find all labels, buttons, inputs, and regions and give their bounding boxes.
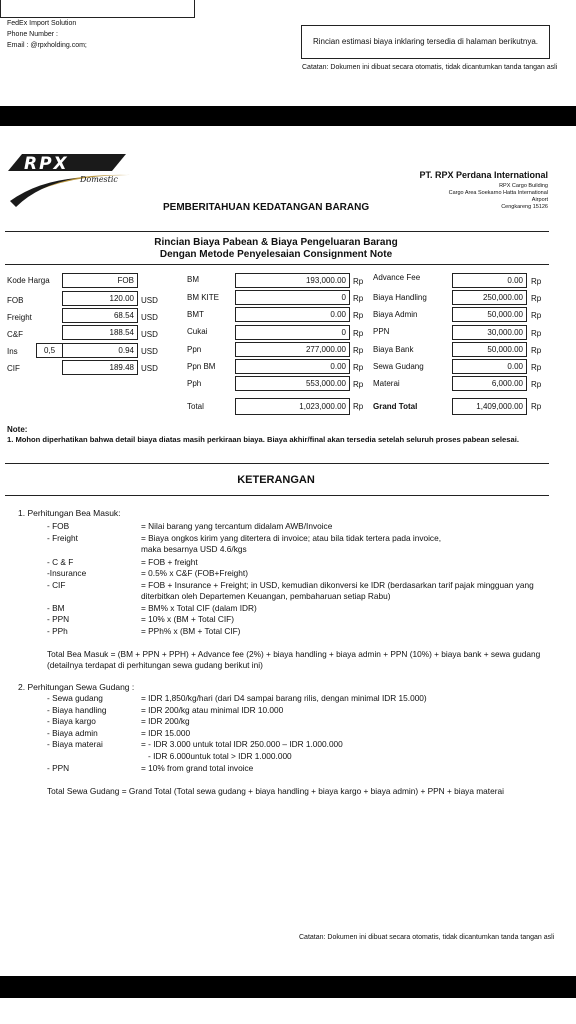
- s1-value: diterbitkan oleh Departemen Keuangan, pembaharuan setiap Rabu): [141, 591, 391, 601]
- s1-key: -Insurance: [47, 568, 87, 578]
- s2-value: = - IDR 3.000 untuk total IDR 250.000 – IDR 1.000.000: [141, 739, 343, 749]
- cukai-unit: Rp: [353, 329, 364, 338]
- notice-box: [301, 25, 550, 59]
- ins-rate: 0,5: [36, 343, 63, 358]
- bm-kite-value: 0: [235, 290, 350, 305]
- top-empty-box: [0, 0, 195, 18]
- subtitle-rule: [5, 264, 549, 265]
- section2-title: 2. Perhitungan Sewa Gudang :: [18, 682, 135, 692]
- s2-value: - IDR 6.000untuk total > IDR 1.000.000: [148, 751, 292, 761]
- bmt-label: BMT: [187, 310, 204, 319]
- s1-value: = FOB + Insurance + Freight; in USD, kemudian dikonversi ke IDR (berdasarkan tarif pajak mingguan yang: [141, 580, 534, 590]
- keterangan-title: KETERANGAN: [237, 474, 315, 486]
- subtitle-2: Dengan Metode Penyelesaian Consignment Note: [159, 249, 393, 260]
- ins-label: Ins: [7, 347, 18, 356]
- pph-label: Pph: [187, 379, 202, 388]
- biaya-admin-unit: Rp: [531, 311, 542, 320]
- biaya-handling-unit: Rp: [531, 294, 542, 303]
- ppn-value: 277,000.00: [235, 342, 350, 357]
- bmt-unit: Rp: [353, 311, 364, 320]
- grand-total-label: Grand Total: [373, 402, 418, 411]
- email-label: Email : @rpxholding.com;: [7, 42, 87, 49]
- biaya-admin-label: Biaya Admin: [373, 310, 418, 319]
- doc-title: PEMBERITAHUAN KEDATANGAN BARANG: [163, 202, 370, 213]
- s2-key: - Sewa gudang: [47, 693, 103, 703]
- cukai-value: 0: [235, 325, 350, 340]
- cf-unit: USD: [141, 330, 158, 339]
- header-rule: [5, 231, 549, 232]
- address-line: Cargo Area Soekarno Hatta International: [448, 190, 548, 196]
- sewa-gudang-value: 0.00: [452, 359, 527, 374]
- s2-total: Total Sewa Gudang = Grand Total (Total sewa gudang + biaya handling + biaya kargo + biaya admin) + PPN + biaya materai: [47, 786, 504, 796]
- advance-fee-label: Advance Fee: [373, 273, 421, 282]
- freight-label: Freight: [7, 313, 32, 322]
- ins-value: 0.94: [62, 343, 138, 358]
- address-line: Cengkareng 15126: [501, 204, 548, 210]
- s1-key: - PPh: [47, 626, 68, 636]
- note-rule: [5, 463, 549, 464]
- s2-key: - Biaya kargo: [47, 716, 96, 726]
- s1-total-line2: (detailnya terdapat di perhitungan sewa gudang berikut ini): [47, 660, 263, 670]
- biaya-bank-value: 50,000.00: [452, 342, 527, 357]
- materai-value: 6,000.00: [452, 376, 527, 391]
- sewa-gudang-unit: Rp: [531, 363, 542, 372]
- top-catatan: Catatan: Dokumen ini dibuat secara otomatis, tidak dicantumkan tanda tangan asli: [302, 64, 558, 71]
- total-label: Total: [187, 402, 204, 411]
- grand-total-unit: Rp: [531, 402, 542, 411]
- address-block: [449, 183, 548, 211]
- biaya-admin-value: 50,000.00: [452, 307, 527, 322]
- pph-unit: Rp: [353, 380, 364, 389]
- ppn-bm-value: 0.00: [235, 359, 350, 374]
- kode-harga-value: FOB: [62, 273, 138, 288]
- kode-harga-label: Kode Harga: [7, 276, 50, 285]
- ppn-label: Ppn: [187, 345, 202, 354]
- s1-key: - C & F: [47, 557, 74, 567]
- s1-key: - PPN: [47, 614, 70, 624]
- s1-value: maka besarnya USD 4.6/kgs: [141, 544, 247, 554]
- s1-total-line1: Total Bea Masuk = (BM + PPN + PPH) + Advance fee (2%) + biaya handling + biaya admin + PPN (10%) + biaya bank + sewa gudang: [47, 649, 541, 659]
- cf-value: 188.54: [62, 325, 138, 340]
- total-unit: Rp: [353, 402, 364, 411]
- materai-unit: Rp: [531, 380, 542, 389]
- logo-text: RPX: [24, 154, 69, 174]
- ppn3-unit: Rp: [531, 329, 542, 338]
- s1-value: = PPh% x (BM + Total CIF): [141, 626, 241, 636]
- s2-key: - PPN: [47, 763, 70, 773]
- bm-label: BM: [187, 275, 199, 284]
- fob-value: 120.00: [62, 291, 138, 306]
- s1-value: = BM% x Total CIF (dalam IDR): [141, 603, 257, 613]
- advance-fee-value: 0.00: [452, 273, 527, 288]
- subtitle-1: Rincian Biaya Pabean & Biaya Pengeluaran Barang: [154, 237, 398, 248]
- biaya-bank-label: Biaya Bank: [373, 345, 414, 354]
- s1-value: = 0.5% x C&F (FOB+Freight): [141, 568, 248, 578]
- pph-value: 553,000.00: [235, 376, 350, 391]
- s1-key: - Freight: [47, 533, 78, 543]
- sewa-gudang-label: Sewa Gudang: [373, 362, 424, 371]
- logo-sub-text: Domestic: [80, 175, 118, 184]
- freight-value: 68.54: [62, 308, 138, 323]
- phone-label: Phone Number :: [7, 31, 58, 38]
- page-divider-bottom: [0, 976, 576, 998]
- advance-fee-unit: Rp: [531, 277, 542, 286]
- fob-label: FOB: [7, 296, 24, 305]
- s1-key: - FOB: [47, 521, 70, 531]
- s2-key: - Biaya admin: [47, 728, 98, 738]
- note-text: 1. Mohon diperhatikan bahwa detail biaya diatas masih perkiraan biaya. Biaya akhir/final akan tersedia setelah seluruh proses pabean selesai.: [7, 435, 519, 444]
- s2-value: = IDR 200/kg: [141, 716, 190, 726]
- fob-unit: USD: [141, 296, 158, 305]
- bm-kite-label: BM KITE: [187, 293, 220, 302]
- company-name: PT. RPX Perdana International: [419, 170, 548, 180]
- bm-value: 193,000.00: [235, 273, 350, 288]
- ppn3-label: PPN: [373, 327, 390, 336]
- s2-value: = IDR 15.000: [141, 728, 191, 738]
- ppn-bm-unit: Rp: [353, 363, 364, 372]
- footer-catatan: Catatan: Dokumen ini dibuat secara otomatis, tidak dicantumkan tanda tangan asli: [299, 934, 555, 941]
- page-divider-top: [0, 106, 576, 126]
- s1-value: = Biaya ongkos kirim yang ditertera di invoice; atau bila tidak tertera pada invoice,: [141, 533, 442, 543]
- note-title: Note:: [7, 425, 28, 434]
- grand-total-value: 1,409,000.00: [452, 398, 527, 415]
- address-line: RPX Cargo Building: [499, 183, 548, 189]
- s2-key: - Biaya materai: [47, 739, 103, 749]
- s2-value: = IDR 200/kg atau minimal IDR 10.000: [141, 705, 284, 715]
- cif-value: 189.48: [62, 360, 138, 375]
- materai-label: Materai: [373, 379, 400, 388]
- total-value: 1,023,000.00: [235, 398, 350, 415]
- bm-kite-unit: Rp: [353, 294, 364, 303]
- s1-value: = Nilai barang yang tercantum didalam AWB/Invoice: [141, 521, 333, 531]
- cukai-label: Cukai: [187, 327, 208, 336]
- ins-unit: USD: [141, 347, 158, 356]
- address-line: Airport: [531, 197, 548, 203]
- ppn-bm-label: Ppn BM: [187, 362, 216, 371]
- cif-unit: USD: [141, 364, 158, 373]
- freight-unit: USD: [141, 313, 158, 322]
- s2-value: = 10% from grand total invoice: [141, 763, 254, 773]
- biaya-handling-value: 250,000.00: [452, 290, 527, 305]
- cf-label: C&F: [7, 330, 23, 339]
- s2-value: = IDR 1,850/kg/hari (dari D4 sampai barang rilis, dengan minimal IDR 15.000): [141, 693, 427, 703]
- notice-text: Rincian estimasi biaya inklaring tersedia di halaman berikutnya.: [312, 37, 538, 46]
- biaya-bank-unit: Rp: [531, 346, 542, 355]
- company-label: FedEx Import Solution: [7, 20, 77, 27]
- s1-value: = FOB + freight: [141, 557, 198, 567]
- bmt-value: 0.00: [235, 307, 350, 322]
- biaya-handling-label: Biaya Handling: [373, 293, 427, 302]
- rpx-logo: [8, 151, 133, 211]
- s1-value: = 10% x (BM + Total CIF): [141, 614, 234, 624]
- ppn3-value: 30,000.00: [452, 325, 527, 340]
- keterangan-rule: [5, 495, 549, 496]
- bm-unit: Rp: [353, 277, 364, 286]
- section1-title: 1. Perhitungan Bea Masuk:: [18, 508, 121, 518]
- s1-key: - BM: [47, 603, 65, 613]
- ppn-unit: Rp: [353, 346, 364, 355]
- s2-key: - Biaya handling: [47, 705, 107, 715]
- s1-key: - CIF: [47, 580, 66, 590]
- cif-label: CIF: [7, 364, 20, 373]
